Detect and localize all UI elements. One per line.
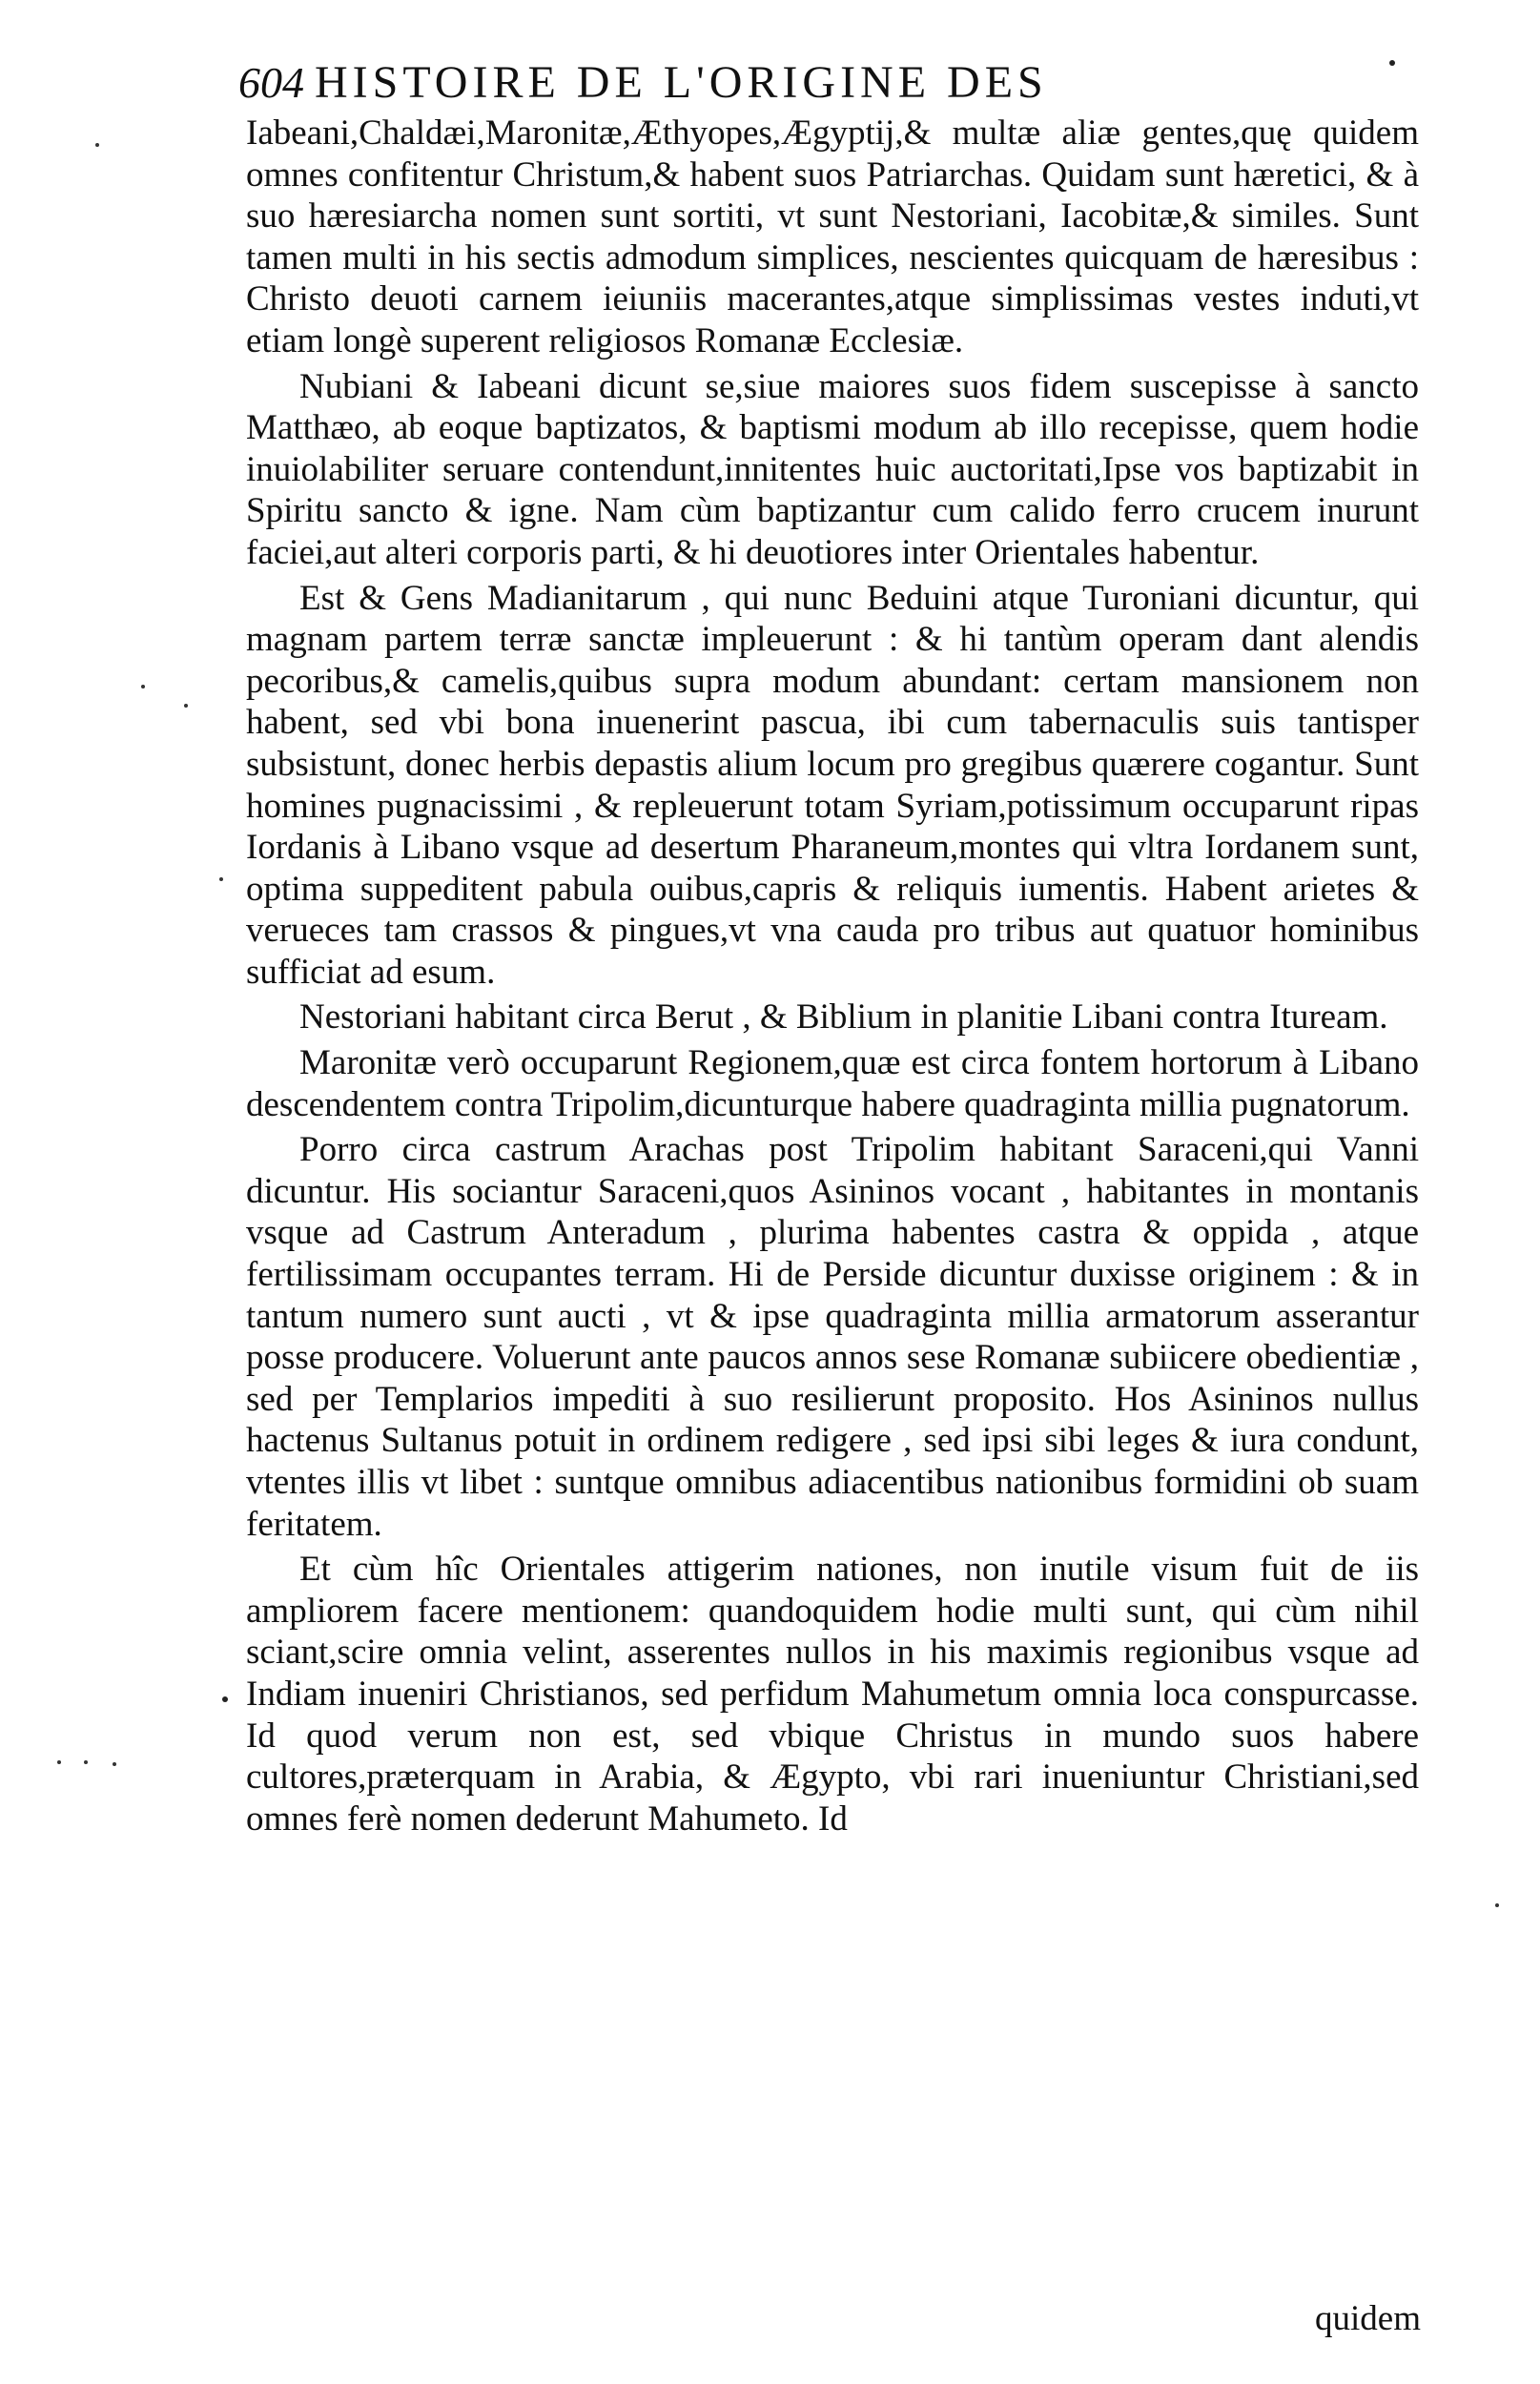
paragraph-4: Nestoriani habitant circa Berut , & Biblium in planitie Libani contra Ituream. (299, 997, 1388, 1038)
ink-speck (184, 704, 188, 708)
running-head (238, 50, 1383, 116)
ink-speck (141, 685, 145, 688)
page-number: 604 (238, 58, 304, 107)
ink-speck (1495, 1903, 1499, 1907)
running-title: HISTOIRE DE L'ORIGINE DES (315, 57, 1048, 108)
paragraph-5: Maronitæ verò occuparunt Regionem,quæ est circa fontem hortorum à Libano descendentem contra Tripolim,dicunturque habere quadraginta millia pugnatorum. (246, 1043, 1419, 1124)
catchword: quidem (1315, 2299, 1421, 2338)
paragraph-3: Est & Gens Madianitarum , qui nunc Beduini atque Turoniani dicuntur, qui magnam partem terræ sanctæ impleuerunt : & hi tantùm operam dant alendis pecoribus,& camelis,quibus supra modum abundant: certam mansionem non habent, sed vbi bona inuenerint pascua, ibi cum tabernaculis suis tantisper subsistunt, donec herbis depastis alium locum pro gregibus quærere cogantur. Sunt homines pugnacissimi , & repleuerunt totam Syriam,potissimum occuparunt ripas Iordanis à Libano vsque ad desertum Pharaneum,montes qui vltra Iordanem sunt, optima suppeditent pabula ouibus,capris & reliquis iumentis. Habent arietes & verueces tam crassos & pingues,vt vna cauda pro tribus aut quatuor hominibus sufficiat ad esum. (246, 578, 1419, 992)
ink-speck (57, 1760, 61, 1764)
paragraph-7: Et cùm hîc Orientales attigerim nationes, non inutile visum fuit de iis ampliorem facere mentionem: quandoquidem hodie multi sunt, qui cùm nihil sciant,scire omnia velint, asserentes nullos in his maximis regionibus vsque ad Indiam inueniri Christianos, sed perfidum Mahumetum omnia loca conspurcasse. Id quod verum non est, sed vbique Christus in mundo suos habere cultores,præterquam in Arabia, & Ægypto, vbi rari inueniuntur Christiani,sed omnes ferè nomen dederunt Mahumeto. Id (246, 1550, 1419, 1839)
ink-speck (1389, 60, 1395, 66)
paragraph-1: Iabeani,Chaldæi,Maronitæ,Æthyopes,Ægyptij,& multæ aliæ gentes,quę quidem omnes confitentur Christum,& habent suos Patriarchas. Quidam sunt hæretici, & à suo hæresiarcha nomen sunt sortiti, vt sunt Nestoriani, Iacobitæ,& similes. Sunt tamen multi in his sectis admodum simplices, nescientes quicquam de hæresibus : Christo deuoti carnem ieiuniis macerantes,atque simplissimas vestes induti,vt etiam longè superent religiosos Romanæ Ecclesiæ. (246, 113, 1419, 360)
ink-speck (222, 1696, 228, 1702)
ink-speck (84, 1760, 88, 1764)
body-text (246, 113, 1419, 1843)
ink-speck (113, 1762, 116, 1766)
ink-speck (95, 143, 99, 147)
paragraph-6: Porro circa castrum Arachas post Tripolim habitant Saraceni,qui Vanni dicuntur. His sociantur Saraceni,quos Asininos vocant , habitantes in montanis vsque ad Castrum Anteradum , plurima habentes castra & oppida , atque fertilissimam occupantes terram. Hi de Perside dicuntur duxisse originem : & in tantum numero sunt aucti , vt & ipse quadraginta millia armatorum asserantur posse producere. Voluerunt ante paucos annos sese Romanæ subiicere obedientiæ , sed per Templarios impediti à suo resilierunt proposito. Hos Asininos nullus hactenus Sultanus potuit in ordinem redigere , sed ipsi sibi leges & iura condunt, vtentes illis vt libet : suntque omnibus adiacentibus nationibus formidini ob suam feritatem. (246, 1130, 1419, 1544)
ink-speck (219, 877, 223, 881)
paragraph-2: Nubiani & Iabeani dicunt se,siue maiores suos fidem suscepisse à sancto Matthæo, ab eoque baptizatos, & baptismi modum ab illo recepisse, quem hodie inuiolabiliter seruare contendunt,innitentes huic auctoritati,Ipse vos baptizabit in Spiritu sancto & igne. Nam cùm baptizantur cum calido ferro crucem inurunt faciei,aut alteri corporis parti, & hi deuotiores inter Orientales habentur. (246, 366, 1419, 572)
